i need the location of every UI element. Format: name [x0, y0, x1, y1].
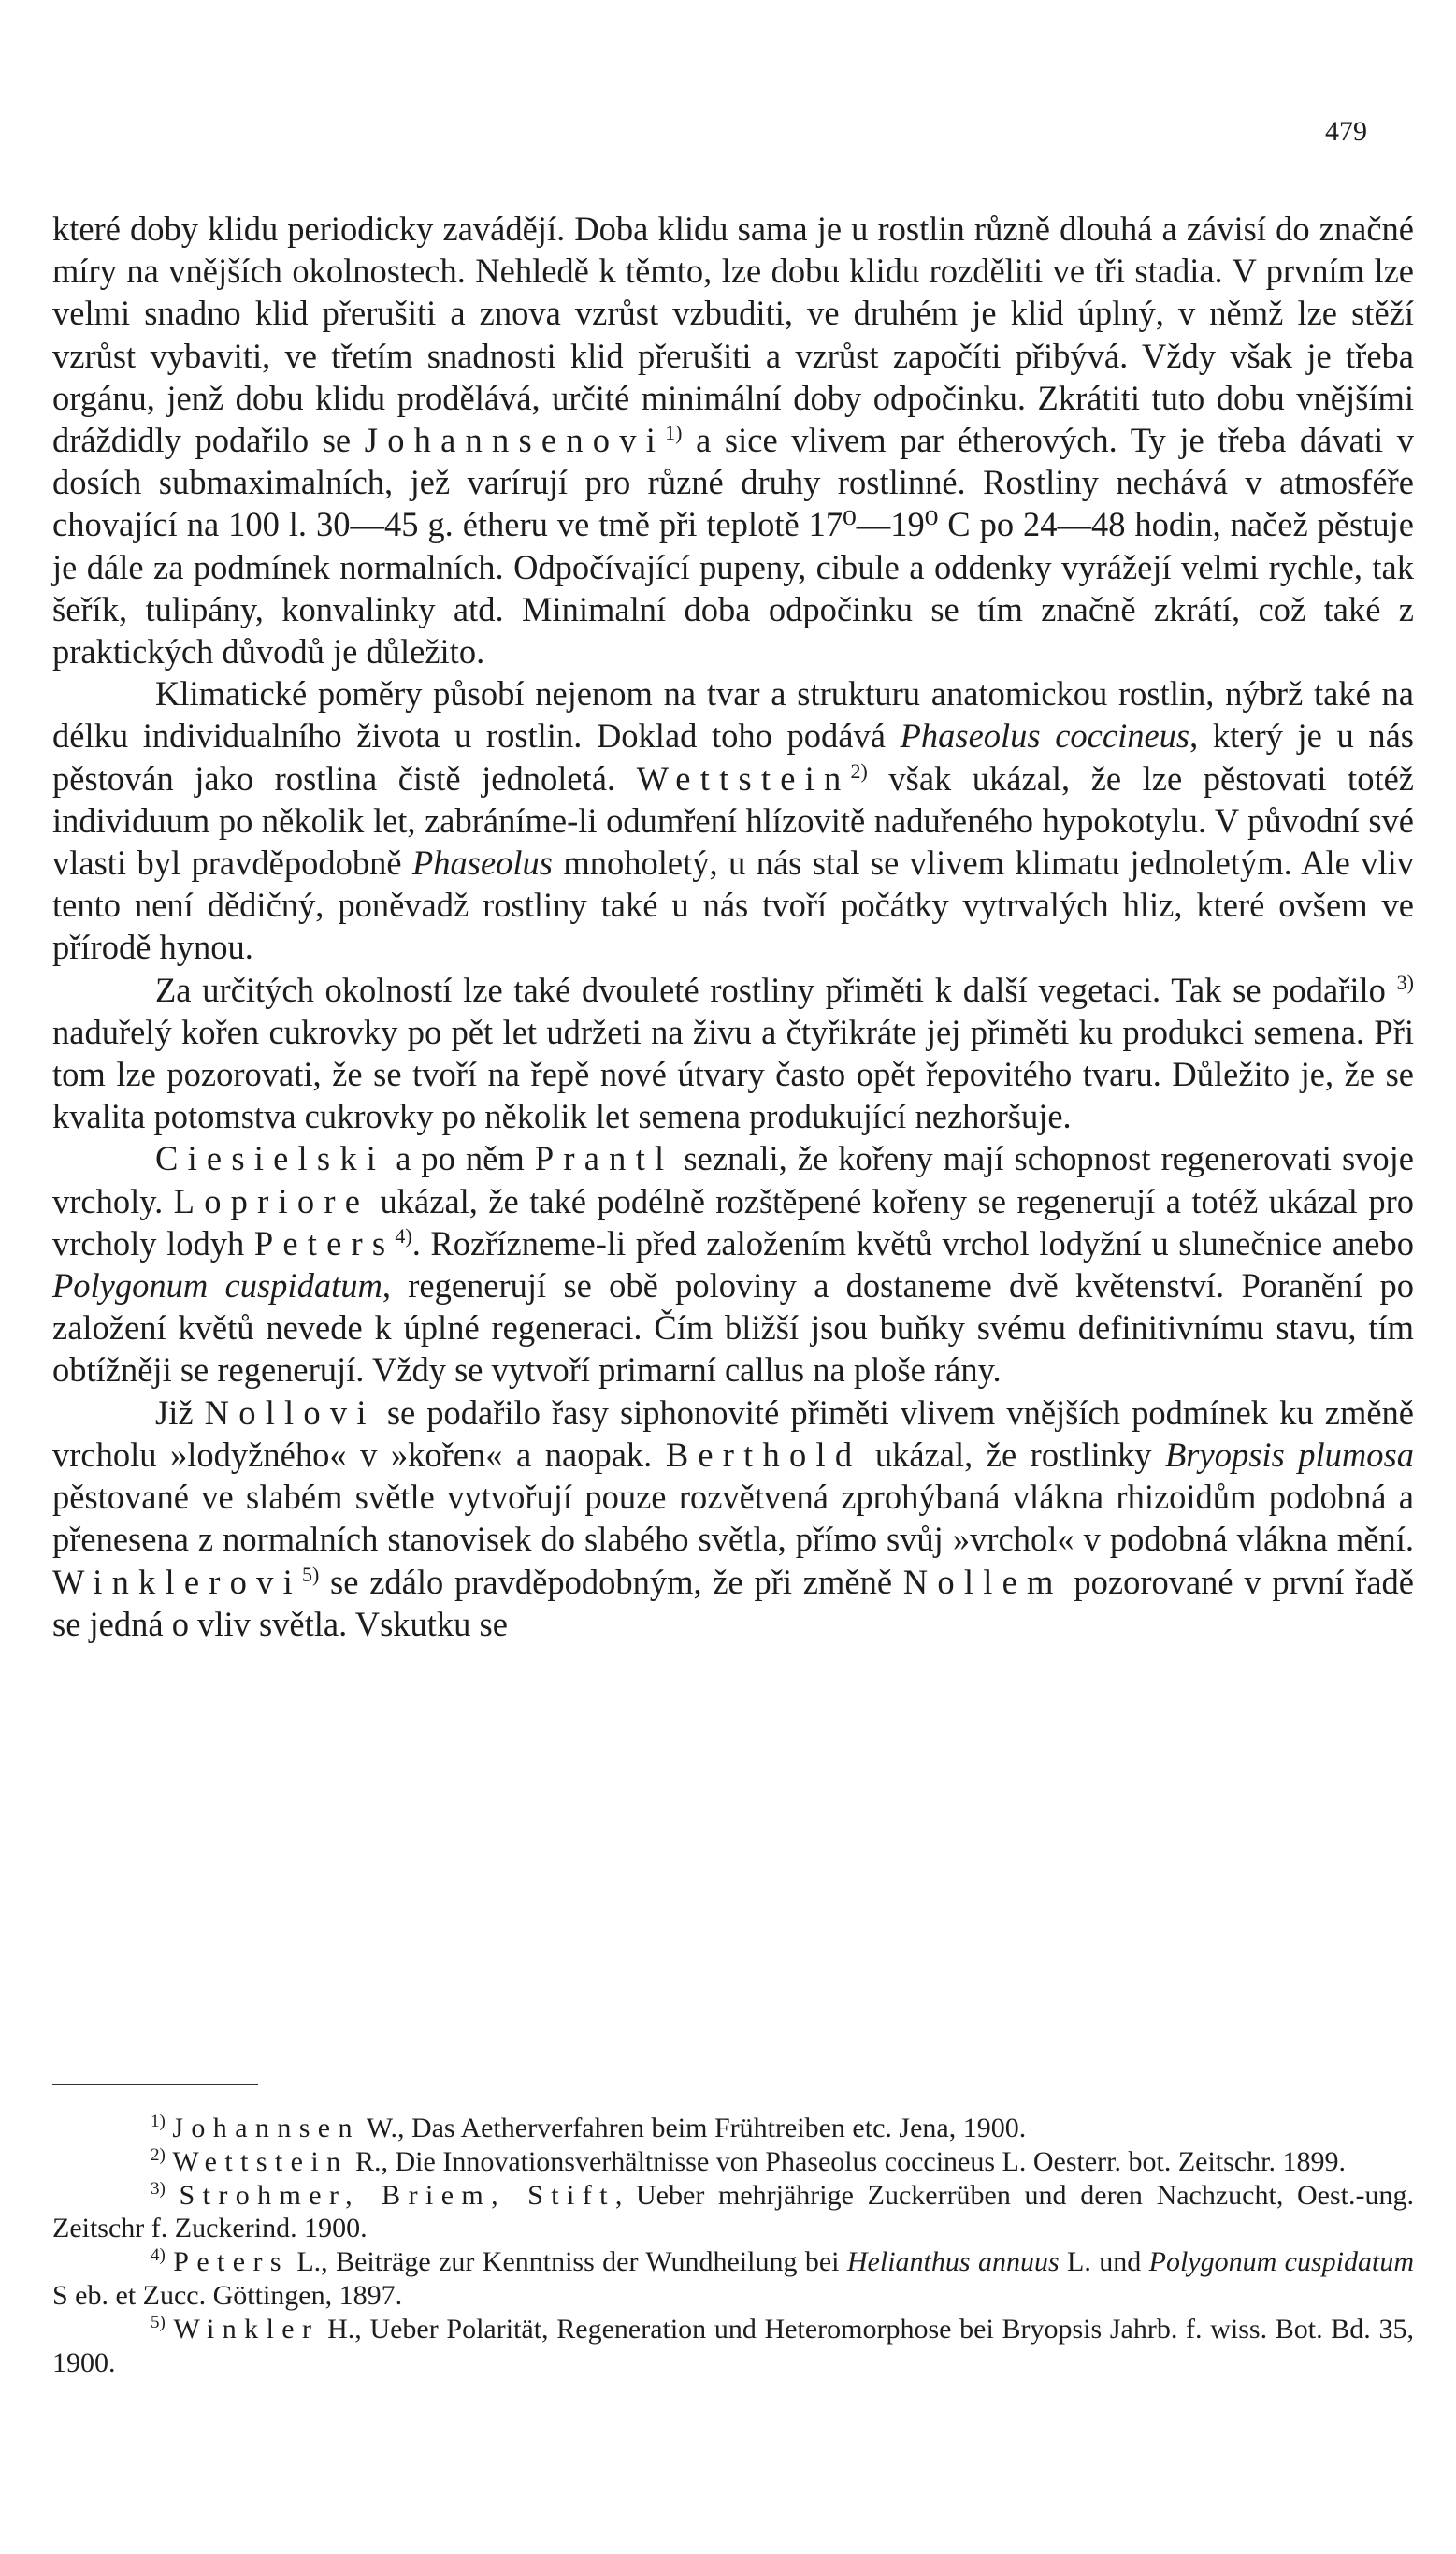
text-run: L. und [1059, 2246, 1149, 2278]
spaced-name: Peters [173, 2246, 289, 2278]
spaced-name: Johannsenovi [364, 421, 666, 460]
text-run: . Rozřízneme-li před založením květů vrchol lodyžní u slunečnice anebo [411, 1223, 1415, 1263]
text-run: a sice vlivem par étherových. Ty je třeba dávati v dosích submaximalních, jež varírují pro různé druhy rostlinné. Rostliny nechává v atmosféře chovající na 100 l. 30—45 g. étheru ve tmě při teplotě 17⁰—19⁰ C po 24—48 hodin, načež pěstuje je dále za podmínek normalních. Odpočívající pupeny, cibule a oddenky vyrážejí velmi rychle, tak šeřík, tulipány, konvalinky atd. Minimalní doba odpočinku se tím značně zkrátí, což také z praktických důvodů je důležito. [52, 421, 1414, 671]
spaced-name: Winkler [173, 2313, 320, 2345]
text-run: se zdálo pravděpodobným, že při změně [319, 1562, 903, 1601]
spaced-name: Peters [253, 1223, 396, 1263]
footnote-ref: 1) [151, 2112, 166, 2131]
text-run [166, 2180, 180, 2211]
spaced-name: Prantl [534, 1139, 674, 1178]
italic-text: Phaseolus [411, 844, 553, 883]
text-run: L., Beiträge zur Kenntniss der Wundheilung bei [288, 2246, 847, 2278]
italic-text: Helianthus annuus [846, 2246, 1060, 2278]
spaced-name: Strohmer, Briem, Stift [179, 2179, 615, 2211]
footnote [52, 2245, 1414, 2313]
footnote [52, 2145, 1414, 2179]
spaced-name: Ciesielski [155, 1139, 386, 1178]
text-run: mnoholetý, u nás stal se vlivem klimatu jednoletým. Ale vliv tento není dědičný, poněvadž rostliny také u nás tvoří počátky vytrvalých hliz, které ovšem ve přírodě hynou. [52, 844, 1414, 967]
text-run: naduřelý kořen cukrovky po pět let udržeti na živu a čtyřikráte jej přiměti ku produkci semena. Při tom lze pozorovati, že se tvoří na řepě nové útvary často opět řepovitého tvaru. Důležito je, že se kvalita potomstva cukrovky po několik let semena produkující nezhoršuje. [52, 1012, 1414, 1136]
spaced-name: Nollem [902, 1562, 1063, 1601]
text-run: R., Die Innovationsverhältnisse von Phaseolus coccineus L. Oesterr. bot. Zeitschr. 1899. [348, 2145, 1346, 2177]
text-run: S eb. et Zucc. Göttingen, 1897. [52, 2279, 403, 2311]
footnote-ref: 4) [151, 2245, 166, 2266]
spaced-name: Lopriore [173, 1181, 370, 1220]
spaced-name: Wettstein [636, 758, 851, 798]
text-run [166, 2314, 174, 2345]
text-run: , Ueber mehrjährige Zuckerrüben und deren Nachzucht, Oest.-ung. Zeitschr f. Zuckerind. 1900. [52, 2179, 1414, 2244]
text-run: ukázal, že rostlinky [861, 1435, 1165, 1474]
italic-text: Bryopsis plumosa [1165, 1435, 1414, 1474]
footnote-ref: 5) [301, 1562, 320, 1586]
text-run: , který je u nás pěstován jako rostlina čistě jednoletá. [52, 716, 1414, 798]
spaced-name: Wettstein [172, 2145, 349, 2177]
italic-text: Polygonum cuspidatum [1148, 2246, 1415, 2278]
footnote [52, 2112, 1414, 2145]
text-run: se podařilo řasy siphonovité přiměti vlivem vnějších podmínek ku změně vrcholu »lodyžného« v »kořen« a naopak. [52, 1392, 1414, 1474]
paragraph [52, 1137, 1414, 1391]
footnote [52, 2179, 1414, 2246]
spaced-name: Nollovi [204, 1392, 376, 1432]
text-run: však ukázal, že lze pěstovati totéž individuum po několik let, zabráníme-li odumření hlízovitě naduřeného hypokotylu. V původní své vlasti byl pravděpodobně [52, 758, 1414, 883]
text-run: a po něm [385, 1139, 535, 1178]
text-run: seznali, že kořeny mají schopnost regenerovati svoje vrcholy. [52, 1139, 1415, 1220]
footnote-ref: 3) [1396, 970, 1414, 994]
text-run: H., Ueber Polarität, Regeneration und Heteromorphose bei Bryopsis Jahrb. f. wiss. Bot. Bd. 35, 1900. [52, 2313, 1414, 2378]
footnote-ref: 1) [665, 420, 683, 444]
paragraph [52, 672, 1414, 968]
text-run: pozorované v první řadě se jedná o vliv světla. Vskutku se [52, 1562, 1414, 1643]
footnote-divider [52, 2084, 258, 2085]
footnote-ref: 4) [395, 1223, 412, 1248]
text-run: Již [155, 1392, 205, 1432]
footnote [52, 2313, 1414, 2380]
italic-text: Polygonum cuspidatum [52, 1266, 382, 1306]
text-run: pěstované ve slabém světle vytvořují pouze rozvětvená zprohýbaná vlákna rhizoidům podobná a přenesena z normalních stanovisek do slabého světla, přímo svůj »vrchol« v podobná vlákna mění. [52, 1478, 1414, 1559]
spaced-name: Johannsen [172, 2113, 360, 2143]
text-run: W., Das Aetherverfahren beim Frühtreiben etc. Jena, 1900. [359, 2113, 1027, 2143]
spaced-name: Winklerovi [52, 1562, 302, 1601]
text-run: Klimatické poměry působí nejenom na tvar a strukturu anatomickou rostlin, nýbrž také na délku individualního života u rostlin. Doklad toho podává [52, 674, 1414, 756]
paragraph [52, 969, 1414, 1138]
footnote-ref: 2) [850, 758, 868, 783]
footnote-ref: 2) [151, 2144, 166, 2165]
text-run: ukázal, že také podélně rozštěpené kořeny se regenerují a totéž ukázal pro vrcholy lodyh [52, 1181, 1414, 1263]
italic-text: Phaseolus coccineus [900, 716, 1190, 756]
footnote-ref: 5) [151, 2312, 166, 2332]
footnotes [52, 2112, 1414, 2379]
body-text [52, 208, 1414, 1645]
text-run [166, 2246, 173, 2277]
text-run: které doby klidu periodicky zavádějí. Doba klidu sama je u rostlin různě dlouhá a závisí do značné míry na vnějších okolnostech. Nehledě k těmto, lze dobu klidu rozděliti ve tři stadia. V prvním lze velmi snadno klid přerušiti a znova vzrůst vzbuditi, ve druhém je klid úplný, v němž lze stěží vzrůst vybaviti, ve třetím snadnosti klid přerušiti a vzrůst započíti přibývá. Vždy však je třeba orgánu, jenž dobu klidu prodělává, určité minimální doby odpočinku. Zkrátiti tuto dobu vnějšími dráždidly podařilo se [52, 209, 1414, 460]
page-number: 479 [1325, 116, 1367, 147]
text-run: , regenerují se obě poloviny a dostaneme dvě květenství. Poranění po založení květů nevede k úplné regeneraci. Čím bližší jsou buňky svému definitivnímu stavu, tím obtížněji se regenerují. Vždy se vytvoří primarní callus na ploše rány. [52, 1266, 1414, 1390]
spaced-name: Berthold [665, 1435, 862, 1474]
footnote-ref: 3) [151, 2178, 166, 2199]
paragraph [52, 208, 1414, 672]
text-run: Za určitých okolností lze také dvouleté rostliny přiměti k další vegetaci. Tak se podařilo [155, 970, 1397, 1009]
paragraph [52, 1392, 1414, 1645]
